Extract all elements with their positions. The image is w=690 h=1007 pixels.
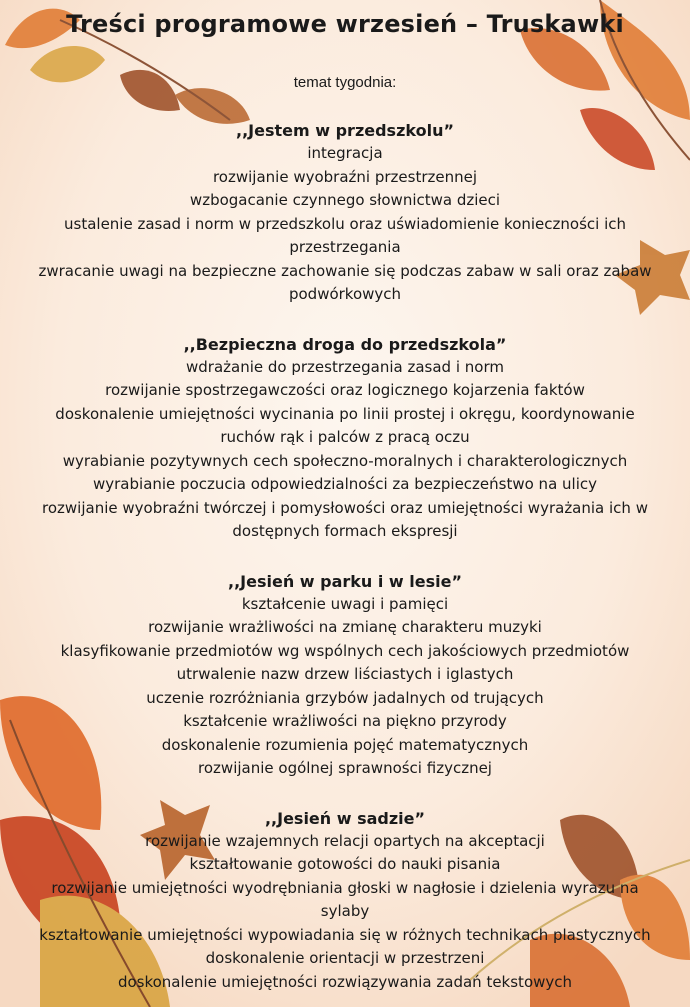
list-item: kształtowanie umiejętności wypowiadania się w różnych technikach plastycznych (39, 925, 651, 944)
list-item: rozwijanie wyobraźni twórczej i pomysłowości oraz umiejętności wyrażania ich w dostępnych formach ekspresji (42, 498, 648, 540)
list-item: rozwijanie umiejętności wyodrębniania głoski w nagłosie i dzielenia wyrazu na sylaby (51, 878, 639, 920)
week-section (0, 119, 690, 307)
section-title: ,,Jesień w sadzie” (264, 808, 426, 828)
list-item: rozwijanie wzajemnych relacji opartych na akceptacji (145, 831, 545, 850)
list-item: utrwalenie nazw drzew liściastych i iglastych (176, 665, 514, 683)
list-item: uczenie rozróżniania grzybów jadalnych od trujących (146, 688, 544, 707)
list-item: kształtowanie gotowości do nauki pisania (189, 855, 501, 873)
list-item: rozwijanie spostrzegawczości oraz logicznego kojarzenia faktów (105, 381, 585, 399)
list-item: zwracanie uwagi na bezpieczne zachowanie się podczas zabaw w sali oraz zabaw podwórkowych (38, 261, 652, 303)
section-items (0, 830, 690, 995)
list-item: rozwijanie wyobraźni przestrzennej (212, 167, 478, 186)
section-title: ,,Bezpieczna droga do przedszkola” (183, 334, 507, 354)
list-item: integracja (307, 144, 383, 162)
week-section (0, 807, 690, 995)
list-item: wzbogacanie czynnego słownictwa dzieci (189, 191, 501, 209)
list-item: kształcenie wrażliwości na piękno przyrody (183, 712, 507, 730)
list-item: doskonalenie umiejętności rozwiązywania zadań tekstowych (117, 972, 573, 991)
list-item: wyrabianie pozytywnych cech społeczno-moralnych i charakterologicznych (62, 451, 628, 470)
list-item: doskonalenie orientacji w przestrzeni (205, 949, 485, 967)
list-item: rozwijanie wrażliwości na zmianę charakteru muzyki (148, 618, 542, 636)
week-section (0, 570, 690, 781)
page-title: Treści programowe wrzesień – Truskawki (66, 10, 624, 38)
list-item: wyrabianie poczucia odpowiedzialności za bezpieczeństwo na ulicy (93, 475, 597, 493)
section-items (0, 356, 690, 544)
list-item: doskonalenie rozumienia pojęć matematycznych (161, 735, 529, 754)
section-items (0, 593, 690, 781)
section-title: ,,Jestem w przedszkolu” (236, 121, 454, 140)
page-subtitle: temat tygodnia: (293, 74, 397, 91)
section-title: ,,Jesień w parku i w lesie” (228, 571, 462, 591)
list-item: ustalenie zasad i norm w przedszkolu oraz uświadomienie konieczności ich przestrzegania (64, 214, 626, 256)
list-item: doskonalenie umiejętności wycinania po linii prostej i okręgu, koordynowanie ruchów rąk i palców z pracą oczu (55, 404, 635, 446)
list-item: klasyfikowanie przedmiotów wg wspólnych cech jakościowych przedmiotów (60, 641, 630, 660)
list-item: rozwijanie ogólnej sprawności fizycznej (198, 759, 492, 777)
week-section (0, 333, 690, 544)
section-items (0, 142, 690, 307)
list-item: wdrażanie do przestrzegania zasad i norm (186, 357, 504, 376)
list-item: kształcenie uwagi i pamięci (241, 594, 449, 613)
